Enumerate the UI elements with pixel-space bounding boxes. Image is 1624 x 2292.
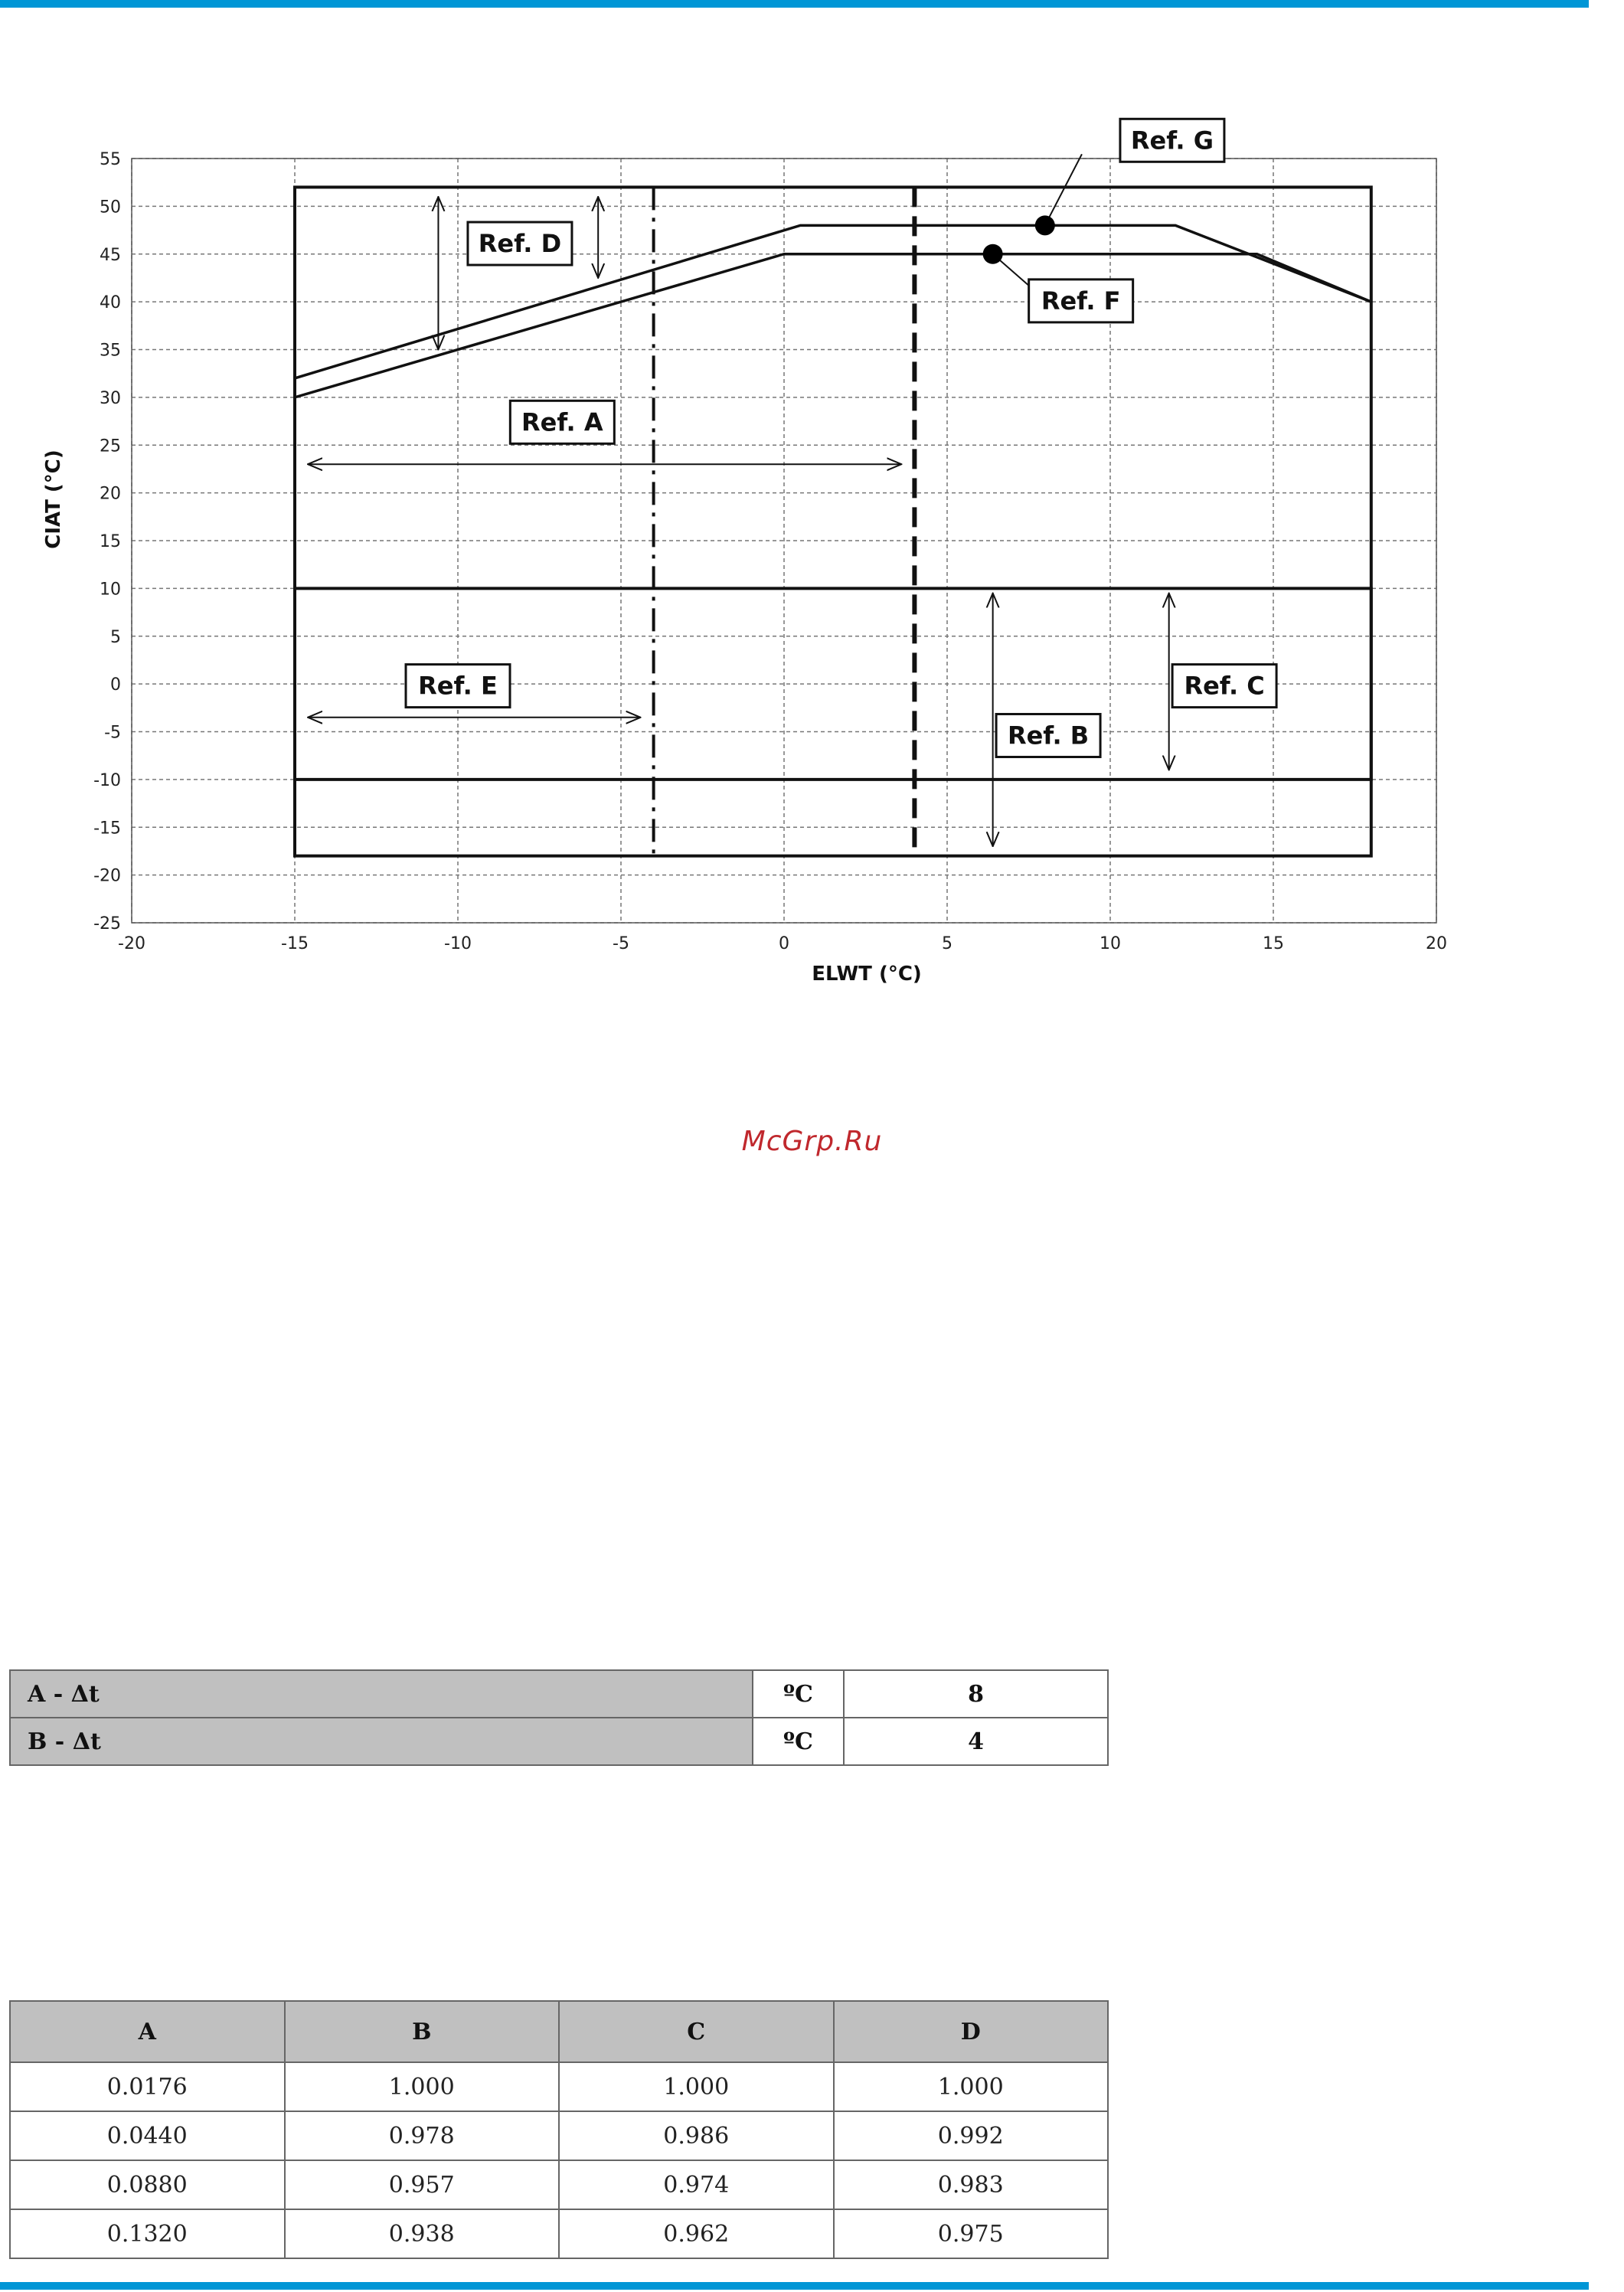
row-value: 8 — [844, 1670, 1108, 1718]
ref-e-label: Ref. E — [418, 671, 498, 701]
y-tick-label: 55 — [100, 150, 121, 169]
y-tick-label: -15 — [93, 819, 121, 839]
row-unit: ºC — [753, 1718, 844, 1765]
table-row — [10, 1718, 1108, 1765]
column-header: D — [834, 2001, 1109, 2062]
ref-g-label: Ref. G — [1130, 126, 1214, 155]
table-cell: 0.938 — [285, 2209, 560, 2258]
ref-g-leader — [1045, 154, 1082, 225]
y-tick-label: 10 — [100, 580, 121, 600]
y-tick-label: -5 — [104, 723, 121, 743]
envelope-line — [295, 254, 1371, 397]
y-tick-label: -25 — [93, 914, 121, 933]
y-tick-label: 20 — [100, 484, 121, 504]
delta-t-table — [9, 1669, 1109, 1766]
ref-b-label: Ref. B — [1007, 721, 1090, 750]
table-row — [10, 2209, 1108, 2258]
x-tick-label: -10 — [444, 934, 472, 953]
table-row — [10, 2160, 1108, 2209]
y-tick-label: -10 — [93, 770, 121, 790]
table-cell: 1.000 — [285, 2062, 560, 2111]
column-header: C — [559, 2001, 834, 2062]
x-tick-label: 15 — [1263, 934, 1284, 953]
row-unit: ºC — [753, 1670, 844, 1718]
y-tick-label: -20 — [93, 866, 121, 886]
correction-factor-table — [9, 2000, 1109, 2259]
row-value: 4 — [844, 1718, 1108, 1765]
table-cell: 0.975 — [834, 2209, 1109, 2258]
table-cell: 0.0880 — [10, 2160, 285, 2209]
x-axis-title: ELWT (°C) — [812, 963, 922, 986]
table-header-row — [10, 2001, 1108, 2062]
ref-c-label: Ref. C — [1184, 671, 1265, 701]
table-row — [10, 1670, 1108, 1718]
table-cell: 0.983 — [834, 2160, 1109, 2209]
bottom-blue-rule — [0, 2282, 1589, 2290]
x-tick-label: 0 — [779, 934, 789, 953]
table-cell: 1.000 — [834, 2062, 1109, 2111]
x-tick-label: 20 — [1426, 934, 1447, 953]
row-name: B - Δt — [10, 1718, 753, 1765]
column-header: B — [285, 2001, 560, 2062]
row-name: A - Δt — [10, 1670, 753, 1718]
column-header: A — [10, 2001, 285, 2062]
table-row — [10, 2062, 1108, 2111]
x-tick-label: 10 — [1100, 934, 1121, 953]
y-tick-label: 40 — [100, 293, 121, 313]
ref-f-marker — [983, 244, 1003, 264]
table-cell: 0.1320 — [10, 2209, 285, 2258]
x-tick-label: -5 — [613, 934, 629, 953]
operating-envelope-chart — [0, 115, 1624, 996]
y-axis-title: CIAT (°C) — [42, 450, 65, 549]
y-tick-label: 35 — [100, 341, 121, 361]
ref-d-label: Ref. D — [478, 229, 562, 259]
y-tick-label: 0 — [110, 675, 121, 695]
table-row — [10, 2111, 1108, 2160]
watermark: McGrp.Ru — [741, 1126, 883, 1157]
table-cell: 0.957 — [285, 2160, 560, 2209]
operating-box — [295, 187, 1371, 855]
y-tick-label: 45 — [100, 245, 121, 265]
ref-f-label: Ref. F — [1041, 286, 1121, 316]
y-tick-label: 50 — [100, 198, 121, 217]
y-tick-label: 25 — [100, 436, 121, 456]
y-tick-label: 15 — [100, 532, 121, 551]
y-tick-label: 30 — [100, 388, 121, 408]
x-tick-label: 5 — [942, 934, 953, 953]
x-tick-label: -15 — [281, 934, 309, 953]
table-cell: 0.974 — [559, 2160, 834, 2209]
ref-a-label: Ref. A — [521, 407, 603, 437]
table-cell: 0.978 — [285, 2111, 560, 2160]
table-cell: 0.0176 — [10, 2062, 285, 2111]
table-cell: 1.000 — [559, 2062, 834, 2111]
table-cell: 0.986 — [559, 2111, 834, 2160]
top-blue-rule — [0, 0, 1589, 8]
x-tick-label: -20 — [118, 934, 145, 953]
y-tick-label: 5 — [110, 627, 121, 647]
table-cell: 0.0440 — [10, 2111, 285, 2160]
ref-g-marker — [1035, 215, 1055, 235]
table-cell: 0.992 — [834, 2111, 1109, 2160]
table-cell: 0.962 — [559, 2209, 834, 2258]
